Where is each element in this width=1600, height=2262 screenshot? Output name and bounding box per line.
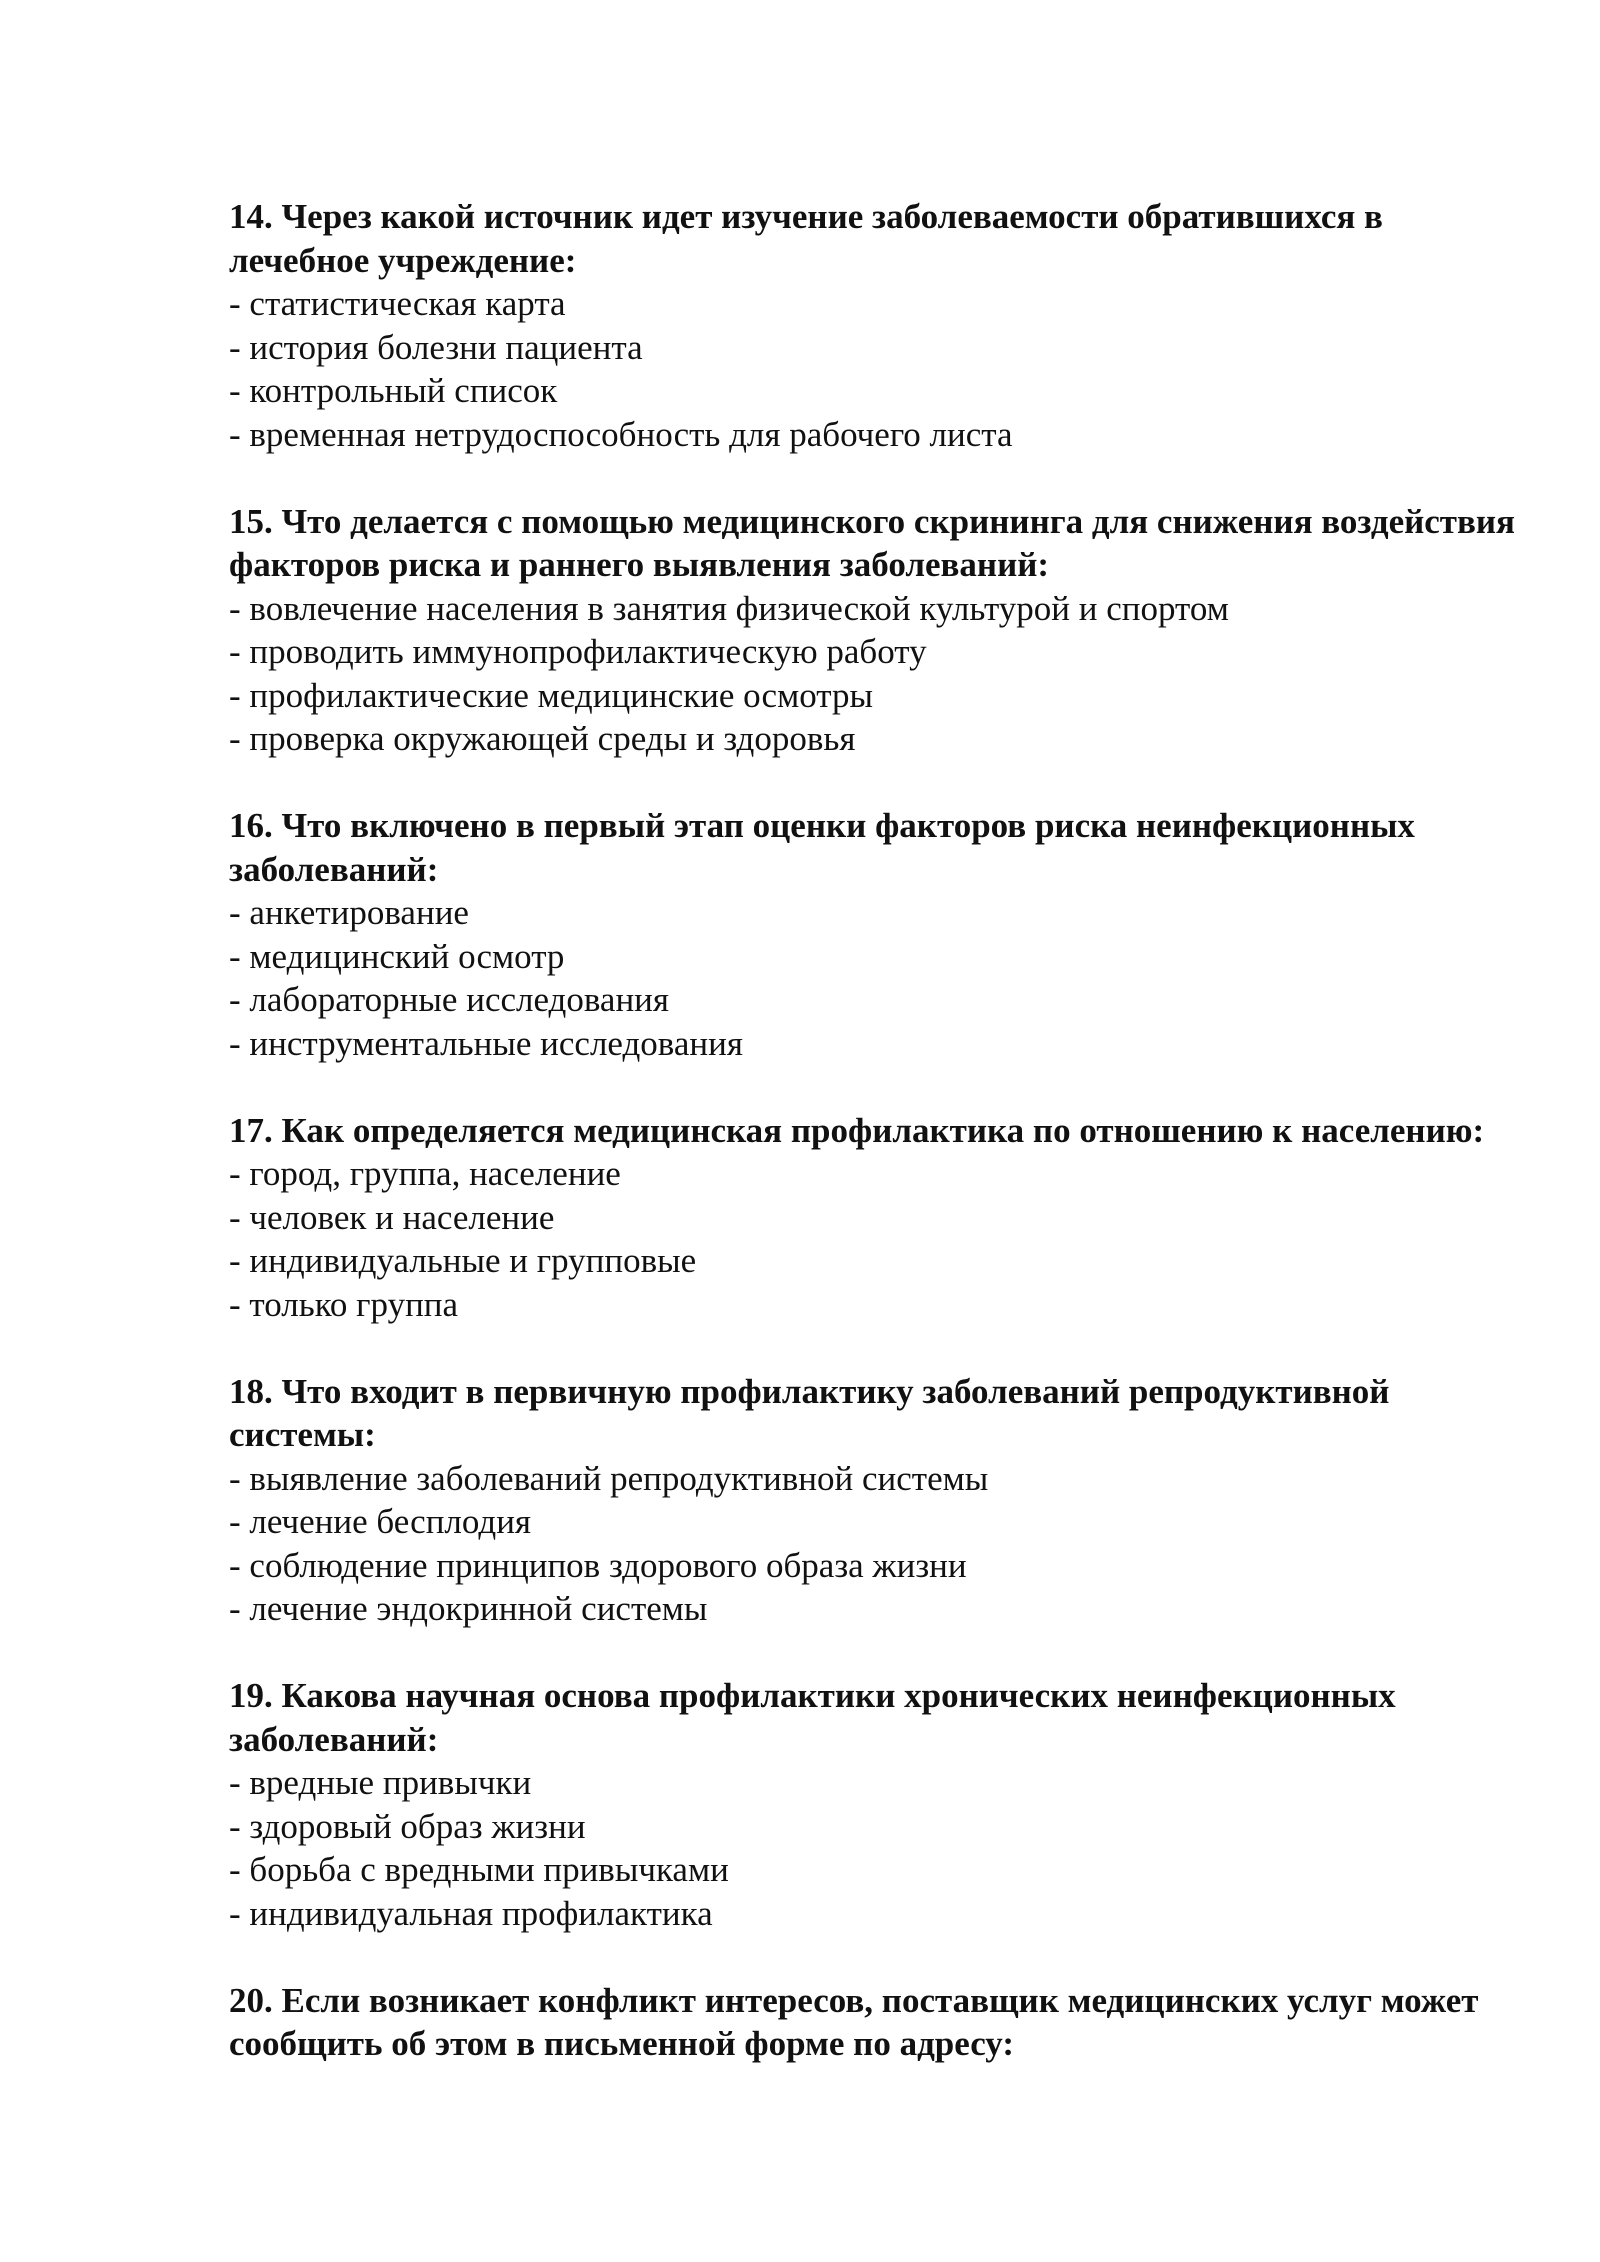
- answer-option: - город, группа, население: [229, 1152, 1529, 1196]
- question-number: 18.: [229, 1371, 273, 1411]
- answer-option: - индивидуальные и групповые: [229, 1239, 1529, 1283]
- question-text: Через какой источник идет изучение заболеваемости обратившихся в лечебное учреждение:: [229, 197, 1383, 280]
- answer-option: - индивидуальная профилактика: [229, 1892, 1529, 1936]
- answer-list: [229, 891, 1529, 1065]
- answer-option: - только группа: [229, 1283, 1529, 1327]
- answer-option: - здоровый образ жизни: [229, 1805, 1529, 1849]
- question-14: [229, 195, 1529, 456]
- question-title: [229, 500, 1529, 587]
- answer-option: - лечение бесплодия: [229, 1500, 1529, 1544]
- question-title: [229, 1370, 1529, 1457]
- question-16: [229, 804, 1529, 1065]
- answer-option: - инструментальные исследования: [229, 1022, 1529, 1066]
- answer-list: [229, 1761, 1529, 1935]
- answer-list: [229, 587, 1529, 761]
- question-text: Если возникает конфликт интересов, поставщик медицинских услуг может сообщить об этом в письменной форме по адресу:: [229, 1980, 1479, 2063]
- question-18: [229, 1370, 1529, 1631]
- question-title: [229, 1109, 1529, 1153]
- answer-option: - проверка окружающей среды и здоровья: [229, 717, 1529, 761]
- question-number: 17.: [229, 1110, 273, 1150]
- answer-option: - медицинский осмотр: [229, 935, 1529, 979]
- answer-option: - анкетирование: [229, 891, 1529, 935]
- question-text: Какова научная основа профилактики хронических неинфекционных заболеваний:: [229, 1676, 1396, 1759]
- question-number: 14.: [229, 197, 273, 236]
- answer-option: - проводить иммунопрофилактическую работу: [229, 630, 1529, 674]
- answer-list: [229, 282, 1529, 456]
- question-number: 20.: [229, 1980, 273, 2020]
- answer-list: [229, 1152, 1529, 1326]
- question-number: 16.: [229, 806, 273, 845]
- document-page: [229, 195, 1529, 2109]
- answer-option: - статистическая карта: [229, 282, 1529, 326]
- answer-option: - история болезни пациента: [229, 326, 1529, 370]
- answer-option: - человек и население: [229, 1196, 1529, 1240]
- question-20: [229, 1979, 1529, 2066]
- question-19: [229, 1674, 1529, 1935]
- question-title: [229, 195, 1529, 282]
- answer-option: - временная нетрудоспособность для рабочего листа: [229, 413, 1529, 457]
- question-title: [229, 1979, 1529, 2066]
- answer-option: - соблюдение принципов здорового образа жизни: [229, 1544, 1529, 1588]
- question-15: [229, 500, 1529, 761]
- question-title: [229, 804, 1529, 891]
- answer-option: - лабораторные исследования: [229, 978, 1529, 1022]
- answer-option: - вовлечение населения в занятия физической культурой и спортом: [229, 587, 1529, 631]
- answer-option: - контрольный список: [229, 369, 1529, 413]
- answer-option: - вредные привычки: [229, 1761, 1529, 1805]
- question-title: [229, 1674, 1529, 1761]
- question-number: 19.: [229, 1676, 273, 1715]
- answer-option: - лечение эндокринной системы: [229, 1587, 1529, 1631]
- question-text: Что включено в первый этап оценки факторов риска неинфекционных заболеваний:: [229, 806, 1415, 889]
- question-text: Что входит в первичную профилактику заболеваний репродуктивной системы:: [229, 1371, 1390, 1454]
- question-text: Как определяется медицинская профилактика по отношению к населению:: [281, 1110, 1485, 1150]
- answer-list: [229, 1457, 1529, 1631]
- answer-option: - профилактические медицинские осмотры: [229, 674, 1529, 718]
- question-17: [229, 1109, 1529, 1327]
- answer-option: - борьба с вредными привычками: [229, 1848, 1529, 1892]
- answer-option: - выявление заболеваний репродуктивной системы: [229, 1457, 1529, 1501]
- question-number: 15.: [229, 501, 273, 541]
- question-text: Что делается с помощью медицинского скрининга для снижения воздействия факторов риска и раннего выявления заболеваний:: [229, 501, 1515, 584]
